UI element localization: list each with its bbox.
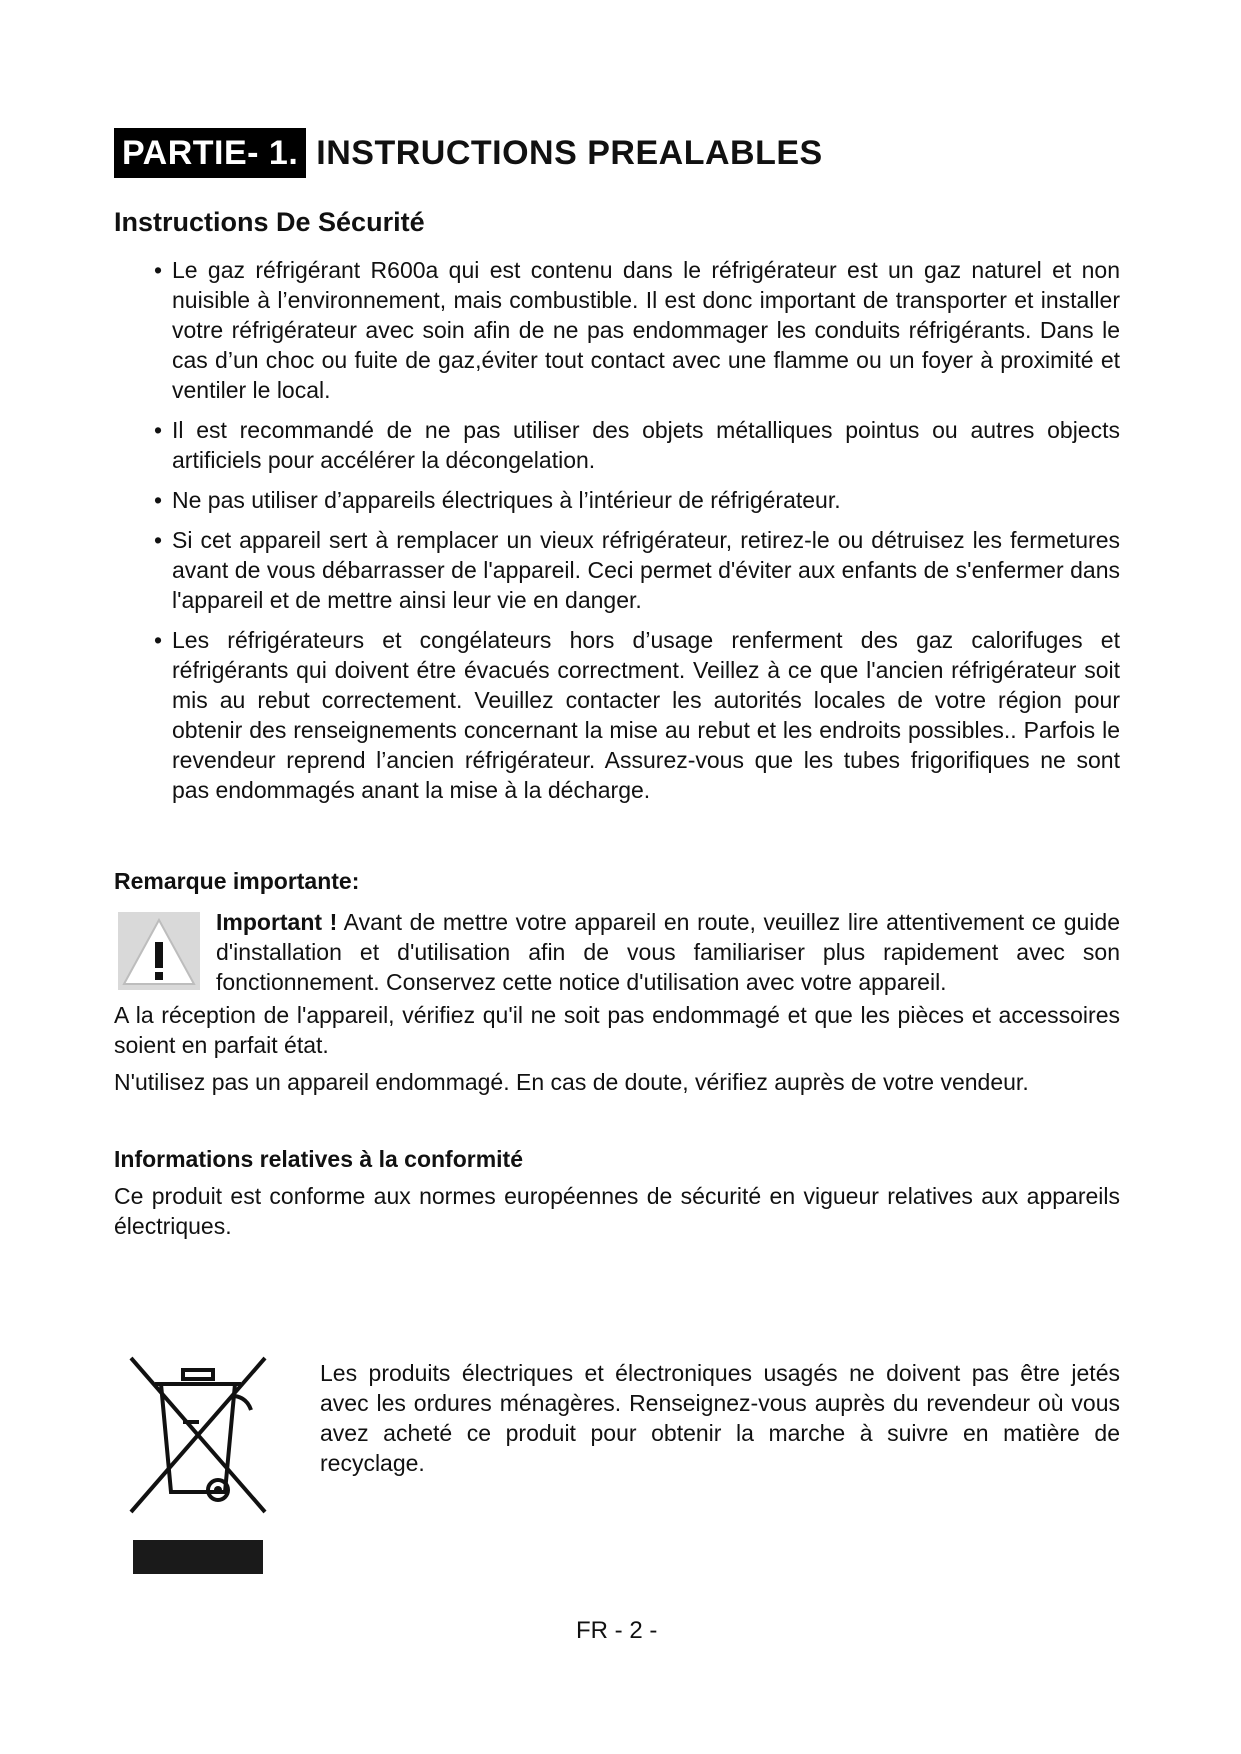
list-item: • Si cet appareil sert à remplacer un vieux réfrigérateur, retirez-le ou détruisez les fermetures avant de vous débarrasser de l'appareil. Ceci permet d'éviter aux enfants de s'enfermer dans l'appareil et de mettre ainsi leur vie en danger. — [154, 527, 1120, 613]
list-item: • Il est recommandé de ne pas utiliser des objets métalliques pointus ou autres objects artificiels pour accélérer la décongelation. — [154, 417, 1120, 473]
important-notice — [216, 907, 1120, 997]
list-item: • Ne pas utiliser d’appareils électriques à l’intérieur de réfrigérateur. — [154, 487, 841, 513]
recycling-paragraph: Les produits électriques et électroniques usagés ne doivent pas être jetés avec les ordures ménagères. Renseignez-vous auprès du revendeur où vous avez acheté ce produit pour obtenir la marche à suivre en matière de recyclage. — [320, 1360, 1120, 1476]
safety-heading: Instructions De Sécurité — [114, 207, 425, 237]
part-badge: PARTIE- 1. — [114, 128, 306, 178]
list-item: • Le gaz réfrigérant R600a qui est contenu dans le réfrigérateur est un gaz naturel et non nuisible à l’environnement, mais combustible. Il est donc important de transporter et installer votre réfrigérateur avec soin afin de ne pas endommager les conduits réfrigérants. Dans le cas d’un choc ou fuite de gaz,éviter tout contact avec une flamme ou un foyer à proximité et ventiler le local. — [154, 257, 1120, 403]
important-text: Avant de mettre votre appareil en route, veuillez lire attentivement ce guide d'installation et d'utilisation afin de vous familiariser plus rapidement avec son fonctionnement. Conservez cette notice d'utilisation avec votre appareil. — [216, 909, 1120, 995]
safety-list — [152, 255, 1120, 815]
crossed-out-bin-icon — [123, 1352, 273, 1522]
part-header — [114, 128, 823, 178]
conformity-paragraph: Ce produit est conforme aux normes européennes de sécurité en vigueur relatives aux appareils électriques. — [114, 1183, 1120, 1239]
reception-paragraph: A la réception de l'appareil, vérifiez qu'il ne soit pas endommagé et que les pièces et accessoires soient en parfait état. — [114, 1002, 1120, 1058]
important-label: Important ! — [216, 909, 338, 935]
part-title: INSTRUCTIONS PREALABLES — [316, 134, 823, 172]
warning-triangle-icon — [118, 912, 200, 990]
conformity-heading: Informations relatives à la conformité — [114, 1146, 524, 1172]
weee-bar — [133, 1540, 263, 1574]
remark-heading: Remarque importante: — [114, 868, 360, 894]
damaged-paragraph: N'utilisez pas un appareil endommagé. En cas de doute, vérifiez auprès de votre vendeur. — [114, 1069, 1029, 1095]
page-number: FR - 2 - — [576, 1617, 658, 1644]
list-item: • Les réfrigérateurs et congélateurs hors d’usage renferment des gaz calorifuges et réfrigérants qui doivent étre évacués correctment. Veillez à ce que l'ancien réfrigérateur soit mis au rebut correctement. Veuillez contacter les autorités locales de votre région pour obtenir des renseignements concernant la mise au rebut et les endroits possibles.. Parfois le revendeur reprend l’ancien réfrigérateur. Assurez-vous que les tubes frigorifiques ne sont pas endommagés anant la mise à la décharge. — [154, 627, 1120, 803]
